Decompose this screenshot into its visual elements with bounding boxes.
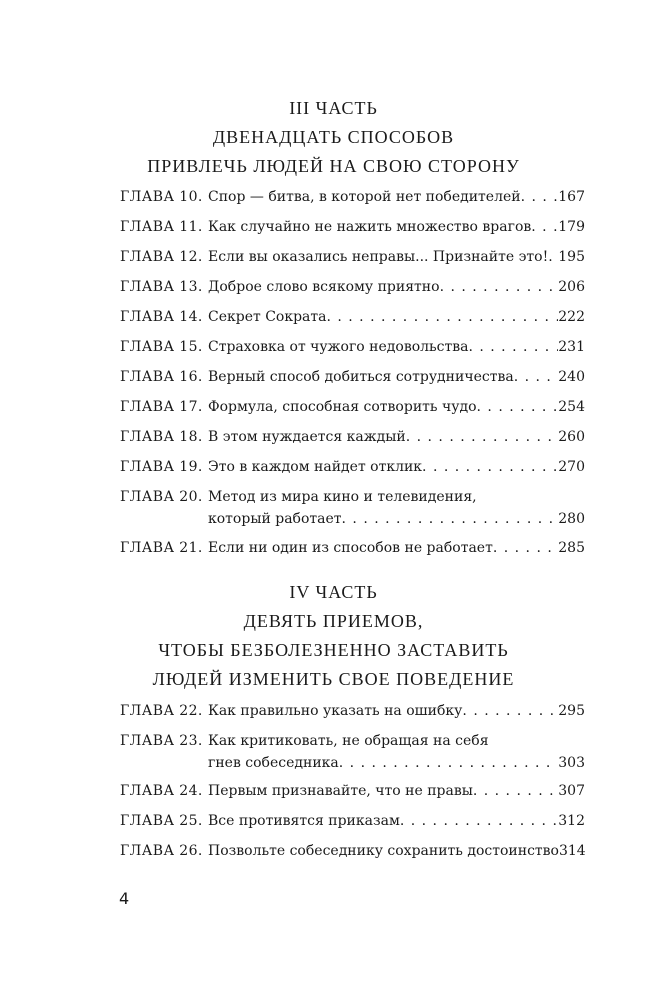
dot-leader <box>521 186 559 208</box>
page-ref: 222 <box>558 309 585 325</box>
part-4-heading <box>0 578 667 694</box>
page-ref: 231 <box>558 339 585 355</box>
dot-leader <box>422 456 558 478</box>
chapter-title: Спор — битва, в которой нет победителей <box>208 189 521 205</box>
dot-leader <box>531 216 558 238</box>
chapter-label: ГЛАВА 17. <box>120 399 203 415</box>
chapter-title: Первым признавайте, что не правы <box>208 783 473 799</box>
toc-entry[interactable] <box>120 276 585 298</box>
page-ref: 280 <box>558 511 585 527</box>
dot-leader <box>514 366 559 388</box>
chapter-title: Все противятся приказам <box>208 813 400 829</box>
part-3-title-line-2: ПРИВЛЕЧЬ ЛЮДЕЙ НА СВОЮ СТОРОНУ <box>147 156 520 176</box>
chapter-label: ГЛАВА 14. <box>120 309 203 325</box>
chapter-title-line-1: Метод из мира кино и телевидения, <box>208 489 477 505</box>
chapter-title-line-1: Как критиковать, не обращая на себя <box>208 733 489 749</box>
page-ref: 167 <box>558 189 585 205</box>
page-ref: 240 <box>558 369 585 385</box>
page-ref: 195 <box>558 249 585 265</box>
page-ref: 307 <box>558 783 585 799</box>
page-number: 4 <box>119 889 130 908</box>
chapter-label: ГЛАВА 10. <box>120 189 203 205</box>
page-ref: 314 <box>558 843 586 859</box>
dot-leader <box>326 306 558 328</box>
part-4-title-line-1: ДЕВЯТЬ ПРИЕМОВ, <box>243 611 424 631</box>
part-4-number: IV ЧАСТЬ <box>289 582 378 602</box>
toc-entry[interactable] <box>120 336 585 358</box>
toc-entry[interactable] <box>120 810 585 832</box>
chapter-label: ГЛАВА 21. <box>120 540 203 556</box>
dot-leader <box>548 246 558 268</box>
toc-entry[interactable] <box>120 396 585 418</box>
chapter-label: ГЛАВА 12. <box>120 249 203 265</box>
chapter-title: Если вы оказались неправы... Признайте это! <box>208 249 549 265</box>
page-ref: 260 <box>558 429 585 445</box>
chapter-label: ГЛАВА 15. <box>120 339 203 355</box>
dot-leader <box>477 396 559 418</box>
dot-leader <box>400 810 558 832</box>
dot-leader <box>462 700 558 722</box>
chapter-title: Как правильно указать на ошибку <box>208 703 463 719</box>
page-ref: 295 <box>558 703 585 719</box>
dot-leader <box>473 780 558 802</box>
page-ref: 179 <box>558 219 585 235</box>
dot-leader <box>342 508 559 530</box>
toc-entry[interactable] <box>120 426 585 448</box>
page-ref: 206 <box>558 279 585 295</box>
chapter-label: ГЛАВА 20. <box>120 489 203 505</box>
part-4-title-line-2: ЧТОБЫ БЕЗБОЛЕЗНЕННО ЗАСТАВИТЬ <box>158 640 509 660</box>
page-ref: 285 <box>558 540 585 556</box>
chapter-title: Страховка от чужого недовольства <box>208 339 469 355</box>
chapter-title: Формула, способная сотворить чудо <box>208 399 477 415</box>
chapter-label: ГЛАВА 18. <box>120 429 203 445</box>
part-3-title-line-1: ДВЕНАДЦАТЬ СПОСОБОВ <box>212 127 455 147</box>
chapter-label: ГЛАВА 11. <box>120 219 203 235</box>
toc-entry[interactable] <box>120 216 585 238</box>
part-3-number: III ЧАСТЬ <box>289 98 378 118</box>
chapter-label: ГЛАВА 25. <box>120 813 203 829</box>
chapter-label: ГЛАВА 19. <box>120 459 203 475</box>
chapter-title: Позвольте собеседнику сохранить достоинство <box>208 843 559 859</box>
toc-entry[interactable] <box>120 840 585 862</box>
dot-leader <box>406 426 559 448</box>
chapter-title: Если ни один из способов не работает <box>208 540 493 556</box>
chapter-title: Верный способ добиться сотрудничества <box>208 369 514 385</box>
dot-leader <box>493 537 558 559</box>
page-ref: 254 <box>558 399 585 415</box>
toc-entry[interactable] <box>120 730 585 774</box>
toc-entry[interactable] <box>120 186 585 208</box>
chapter-label: ГЛАВА 23. <box>120 733 203 749</box>
dot-leader <box>468 336 558 358</box>
part-3-heading <box>0 94 667 181</box>
chapter-title: Как случайно не нажить множество врагов <box>208 219 532 235</box>
dot-leader <box>339 752 558 774</box>
part-4-title-line-3: ЛЮДЕЙ ИЗМЕНИТЬ СВОЕ ПОВЕДЕНИЕ <box>152 669 515 689</box>
toc-entry[interactable] <box>120 486 585 530</box>
chapter-label: ГЛАВА 22. <box>120 703 203 719</box>
chapter-title: Это в каждом найдет отклик <box>208 459 423 475</box>
toc-entry[interactable] <box>120 246 585 268</box>
toc-entry[interactable] <box>120 700 585 722</box>
page-ref: 312 <box>558 813 585 829</box>
toc-entry[interactable] <box>120 456 585 478</box>
page-ref: 270 <box>558 459 585 475</box>
chapter-title: гнев собеседника <box>208 755 339 771</box>
chapter-label: ГЛАВА 13. <box>120 279 203 295</box>
toc-entry[interactable] <box>120 537 585 559</box>
toc-entry[interactable] <box>120 366 585 388</box>
chapter-title: который работает <box>208 511 342 527</box>
chapter-title: В этом нуждается каждый <box>208 429 406 445</box>
toc-entry[interactable] <box>120 306 585 328</box>
chapter-label: ГЛАВА 16. <box>120 369 203 385</box>
chapter-label: ГЛАВА 26. <box>120 843 203 859</box>
chapter-title: Доброе слово всякому приятно <box>208 279 440 295</box>
chapter-title: Секрет Сократа <box>208 309 327 325</box>
dot-leader <box>440 276 559 298</box>
toc-entry[interactable] <box>120 780 585 802</box>
chapter-label: ГЛАВА 24. <box>120 783 203 799</box>
page-ref: 303 <box>558 755 585 771</box>
